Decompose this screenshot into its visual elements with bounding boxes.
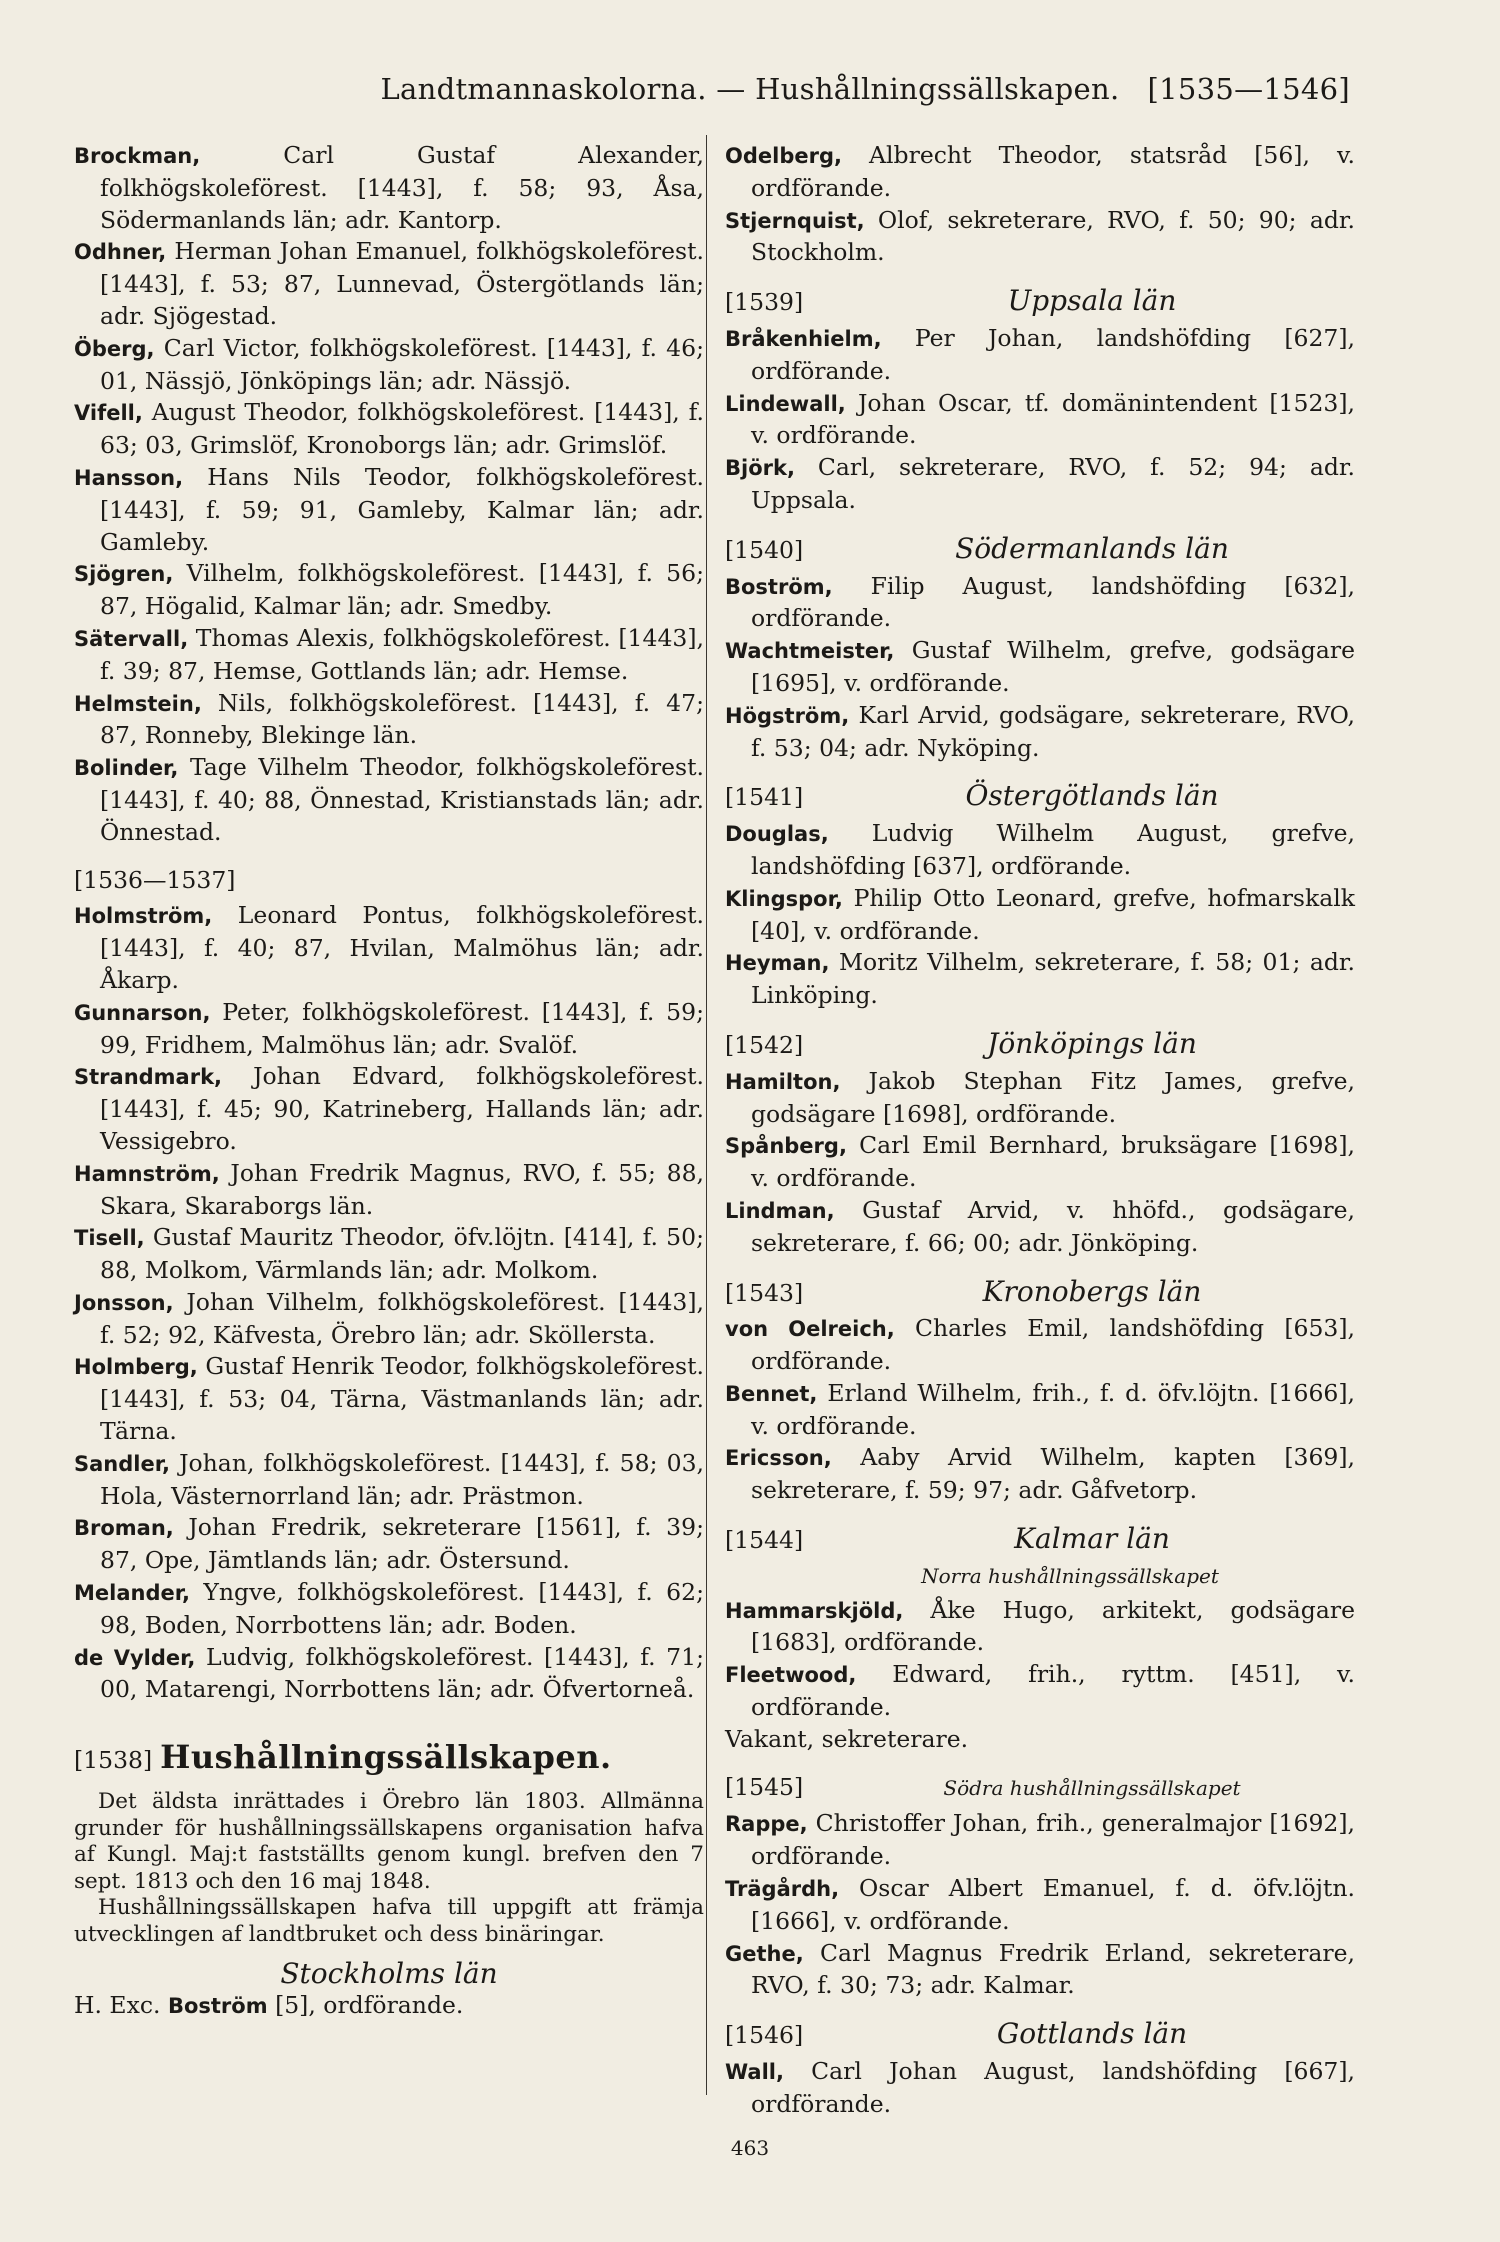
section-title: Uppsala län [1007,284,1177,318]
header-title: Landtmannaskolorna. — Hushållningssällskapen. [380,72,1120,106]
list-item: Heyman, Moritz Vilhelm, sekreterare, f. 58; 01; adr. Linköping. [725,948,1355,1010]
list-item: Boström, Filip August, landshöfding [632], ordförande. [725,571,1355,633]
list-item: Bråkenhielm, Per Johan, landshöfding [627], ordförande. [725,323,1355,385]
county-title: Stockholms län [280,1957,498,1991]
section-heading [725,1772,1355,1805]
list-item: Öberg, Carl Victor, folkhögskoleförest. [1443], f. 46; 01, Nässjö, Jönköpings län; adr. Nässjö. [74,333,704,395]
list-item: Tisell, Gustaf Mauritz Theodor, öfv.löjtn. [414], f. 50; 88, Molkom, Värmlands län; adr. Molkom. [74,1223,704,1285]
section-heading [725,1276,1355,1310]
list-item: Broman, Johan Fredrik, sekreterare [1561], f. 39; 87, Ope, Jämtlands län; adr. Östersund. [74,1513,704,1575]
list-item: Sandler, Johan, folkhögskoleförest. [1443], f. 58; 03, Hola, Västernorrland län; adr. Prästmon. [74,1448,704,1510]
list-item: Strandmark, Johan Edvard, folkhögskoleförest. [1443], f. 45; 90, Katrineberg, Hallands län; adr. Vessigebro. [74,1062,704,1155]
list-item: von Oelreich, Charles Emil, landshöfding [653], ordförande. [725,1314,1355,1376]
section-title: Jönköpings län [987,1026,1197,1060]
section-heading [725,1523,1355,1557]
list-item: Helmstein, Nils, folkhögskoleförest. [1443], f. 47; 87, Ronneby, Blekinge län. [74,688,704,750]
list-item: Fleetwood, Edward, frih., ryttm. [451], v. ordförande. [725,1660,1355,1722]
list-item: Trägårdh, Oscar Albert Emanuel, f. d. öfv.löjtn. [1666], v. ordförande. [725,1874,1355,1935]
list-item: Jonsson, Johan Vilhelm, folkhögskoleförest. [1443], f. 52; 92, Käfvesta, Örebro län; adr. Sköllersta. [74,1287,704,1349]
section-heading [725,285,1355,319]
section-subtitle: Norra hushållningssällskapet [921,1563,1219,1588]
list-item: Bolinder, Tage Vilhelm Theodor, folkhögskoleförest. [1443], f. 40; 88, Önnestad, Kristianstads län; adr. Önnestad. [74,753,704,846]
section-title: Södermanlands län [955,531,1229,565]
section-number: [1536—1537] [74,865,236,894]
paragraph: Hushållningssällskapen hafva till uppgift att främja utvecklingen af landtbruket och dess binäringar. [74,1895,704,1947]
section-number: [1546] [725,2021,804,2050]
list-item: Ericsson, Aaby Arvid Wilhelm, kapten [369], sekreterare, f. 59; 97; adr. Gåfvetorp. [725,1443,1355,1505]
list-item: Bennet, Erland Wilhelm, frih., f. d. öfv.löjtn. [1666], v. ordförande. [725,1378,1355,1440]
section-title: Kronobergs län [982,1274,1202,1308]
section-title: Hushållningssällskapen. [160,1738,612,1777]
left-column [74,140,704,2023]
section-number: [1538] [74,1746,153,1775]
list-item: Odhner, Herman Johan Emanuel, folkhögskoleförest. [1443], f. 53; 87, Lunnevad, Östergötlands län; adr. Sjögestad. [74,237,704,330]
section-number: [1543] [725,1278,804,1307]
header-range: [1535—1546] [1147,72,1350,106]
section-number: [1542] [725,1030,804,1059]
section-number: [1541] [725,783,804,812]
list-item: Stjernquist, Olof, sekreterare, RVO, f. 50; 90; adr. Stockholm. [725,205,1355,267]
section-heading [725,533,1355,567]
list-item: Gunnarson, Peter, folkhögskoleförest. [1443], f. 59; 99, Fridhem, Malmöhus län; adr. Svalöf. [74,997,704,1059]
list-item: Björk, Carl, sekreterare, RVO, f. 52; 94; adr. Uppsala. [725,453,1355,514]
list-item: Lindewall, Johan Oscar, tf. domänintendent [1523], v. ordförande. [725,388,1355,450]
section-title: Östergötlands län [965,779,1219,813]
list-item: Holmberg, Gustaf Henrik Teodor, folkhögskoleförest. [1443], f. 53; 04, Tärna, Västmanlands län; adr. Tärna. [74,1352,704,1446]
section-subtitle: Södra hushållningssällskapet [943,1775,1241,1800]
list-item: Wachtmeister, Gustaf Wilhelm, grefve, godsägare [1695], v. ordförande. [725,636,1355,697]
section-heading [725,1028,1355,1062]
list-item: Sjögren, Vilhelm, folkhögskoleförest. [1443], f. 56; 87, Högalid, Kalmar län; adr. Smedby. [74,559,704,621]
list-item: Hamilton, Jakob Stephan Fitz James, grefve, godsägare [1698], ordförande. [725,1066,1355,1128]
list-item: Brockman, Carl Gustaf Alexander, folkhögskoleförest. [1443], f. 58; 93, Åsa, Södermanlands län; adr. Kantorp. [74,141,704,234]
paragraph: Det äldsta inrättades i Örebro län 1803. Allmänna grunder för hushållningssällskapens organisation hafva af Kungl. Maj:t fastställts genom kungl. brefven den 7 sept. 1813 och den 16 maj 1848. [74,1789,704,1894]
list-item: Sätervall, Thomas Alexis, folkhögskoleförest. [1443], f. 39; 87, Hemse, Gottlands län; adr. Hemse. [74,623,704,685]
list-item: Hansson, Hans Nils Teodor, folkhögskoleförest. [1443], f. 59; 91, Gamleby, Kalmar län; adr. Gamleby. [74,462,704,556]
main-section-heading [74,1738,704,1777]
section-heading [725,780,1355,814]
running-header [0,72,1500,106]
list-item: Vakant, sekreterare. [725,1724,969,1753]
list-item: H. Exc. Boström [5], ordförande. [74,1990,464,2019]
section-heading [725,2018,1355,2052]
page-number: 463 [730,2136,770,2160]
list-item: Wall, Carl Johan August, landshöfding [667], ordförande. [725,2057,1355,2118]
list-item: de Vylder, Ludvig, folkhögskoleförest. [1443], f. 71; 00, Matarengi, Norrbottens län; adr. Öfvertorneå. [74,1642,705,1704]
column-divider [706,135,707,2095]
list-item: Klingspor, Philip Otto Leonard, grefve, hofmarskalk [40], v. ordförande. [725,883,1355,945]
list-item: Holmström, Leonard Pontus, folkhögskoleförest. [1443], f. 40; 87, Hvilan, Malmöhus län; adr. Åkarp. [74,901,704,994]
list-item: Hamnström, Johan Fredrik Magnus, RVO, f. 55; 88, Skara, Skaraborgs län. [74,1158,704,1220]
list-item: Vifell, August Theodor, folkhögskoleförest. [1443], f. 63; 03, Grimslöf, Kronoborgs län; adr. Grimslöf. [74,398,704,460]
list-item: Douglas, Ludvig Wilhelm August, grefve, landshöfding [637], ordförande. [725,819,1355,880]
list-item: Melander, Yngve, folkhögskoleförest. [1443], f. 62; 98, Boden, Norrbottens län; adr. Boden. [74,1578,704,1639]
list-item: Spånberg, Carl Emil Bernhard, bruksägare [1698], v. ordförande. [725,1131,1355,1193]
section-title: Kalmar län [1014,1522,1170,1556]
list-item: Hammarskjöld, Åke Hugo, arkitekt, godsägare [1683], ordförande. [725,1595,1355,1657]
section-number: [1540] [725,535,804,564]
section-number: [1544] [725,1526,804,1555]
section-heading [74,865,704,897]
list-item: Rappe, Christoffer Johan, frih., generalmajor [1692], ordförande. [725,1809,1355,1871]
list-item: Gethe, Carl Magnus Fredrik Erland, sekreterare, RVO, f. 30; 73; adr. Kalmar. [725,1938,1355,2000]
section-number: [1545] [725,1772,804,1801]
section-title: Gottlands län [996,2017,1188,2051]
right-column [725,140,1355,2121]
list-item: Högström, Karl Arvid, godsägare, sekreterare, RVO, f. 53; 04; adr. Nyköping. [725,700,1355,762]
list-item: Lindman, Gustaf Arvid, v. hhöfd., godsägare, sekreterare, f. 66; 00; adr. Jönköping. [725,1195,1355,1257]
list-item: Odelberg, Albrecht Theodor, statsråd [56], v. ordförande. [725,141,1355,202]
section-number: [1539] [725,288,804,317]
